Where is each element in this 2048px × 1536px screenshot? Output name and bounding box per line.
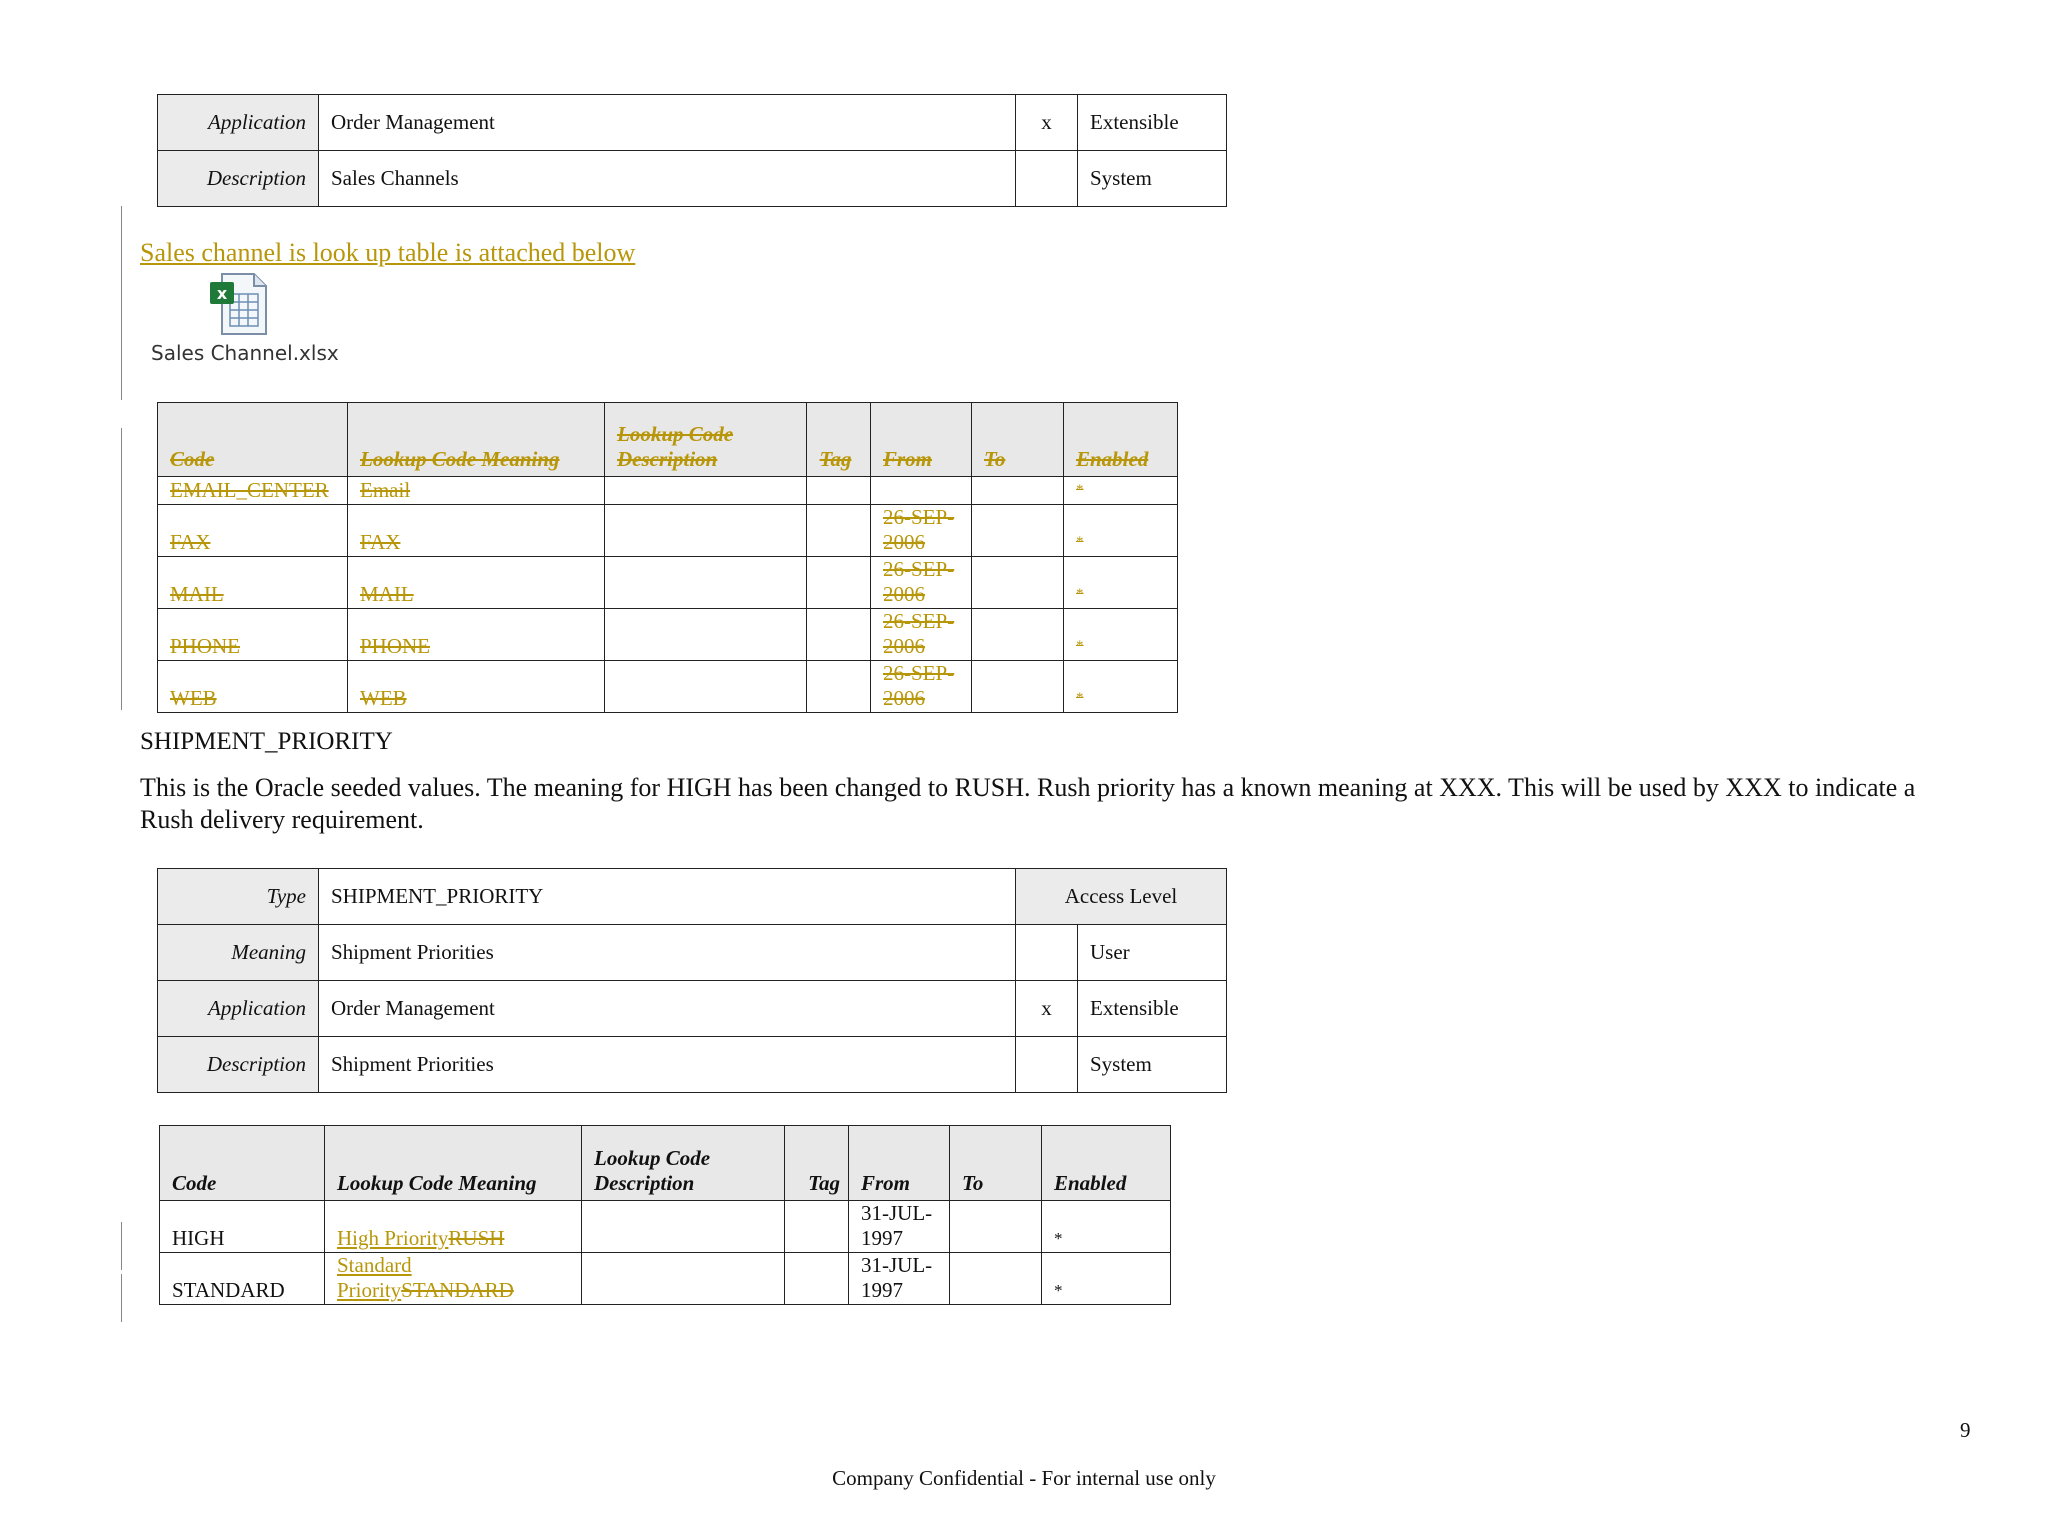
table-row	[158, 661, 1178, 713]
column-header: Lookup Code Description	[605, 403, 807, 477]
access-level: Extensible	[1078, 95, 1227, 151]
table-row	[160, 1201, 1171, 1253]
cell-to	[972, 661, 1064, 713]
cell-meaning: Email	[348, 477, 605, 505]
table-row	[158, 151, 1227, 207]
deleted-text: RUSH	[448, 1226, 505, 1250]
table-row	[158, 505, 1178, 557]
attachment-filename[interactable]: Sales Channel.xlsx	[151, 341, 339, 365]
cell-tag	[785, 1201, 849, 1253]
from-line: 1997	[861, 1278, 903, 1302]
cell-from	[871, 661, 972, 713]
page-number: 9	[1960, 1418, 1971, 1442]
cell-tag	[807, 661, 871, 713]
table-header-row	[160, 1126, 1171, 1201]
cell-enabled: *	[1064, 477, 1178, 505]
table-row	[158, 1037, 1227, 1093]
cell-description	[605, 661, 807, 713]
table-row	[158, 925, 1227, 981]
from-line: 26-SEP-	[883, 661, 955, 685]
from-line: 31-JUL-	[861, 1253, 933, 1277]
cell-enabled: *	[1064, 557, 1178, 609]
from-line: 26-SEP-	[883, 609, 955, 633]
cell-tag	[807, 505, 871, 557]
cell-description	[605, 477, 807, 505]
access-level: System	[1078, 1037, 1227, 1093]
change-bar	[121, 1274, 122, 1322]
cell-from	[871, 477, 972, 505]
column-header: Enabled	[1064, 403, 1178, 477]
cell-to	[972, 477, 1064, 505]
table-header-row	[158, 403, 1178, 477]
cell-enabled: *	[1064, 661, 1178, 713]
table-row	[158, 557, 1178, 609]
cell-code: MAIL	[158, 557, 348, 609]
inserted-text: Priority	[337, 1278, 402, 1302]
from-line: 31-JUL-	[861, 1201, 933, 1225]
shipment-priority-codes-table	[159, 1125, 1171, 1305]
cell-code: WEB	[158, 661, 348, 713]
lookup-header-table	[157, 94, 1227, 207]
from-line: 2006	[883, 582, 925, 606]
cell-description	[605, 505, 807, 557]
row-value: Shipment Priorities	[319, 925, 1016, 981]
deleted-text: STANDARD	[401, 1278, 514, 1302]
row-label: Application	[158, 981, 319, 1037]
cell-description	[605, 557, 807, 609]
cell-description	[582, 1201, 785, 1253]
column-header: From	[871, 403, 972, 477]
cell-code: PHONE	[158, 609, 348, 661]
cell-meaning: PHONE	[348, 609, 605, 661]
column-header: Lookup Code Meaning	[348, 403, 605, 477]
cell-meaning	[325, 1201, 582, 1253]
cell-enabled: *	[1064, 505, 1178, 557]
cell-from	[849, 1201, 950, 1253]
row-value: SHIPMENT_PRIORITY	[319, 869, 1016, 925]
change-bar	[121, 1222, 122, 1270]
cell-meaning: WEB	[348, 661, 605, 713]
cell-description	[605, 609, 807, 661]
footer-text: Company Confidential - For internal use only	[832, 1466, 1216, 1490]
table-row	[158, 95, 1227, 151]
cell-tag	[807, 609, 871, 661]
table-row	[158, 869, 1227, 925]
access-mark: x	[1016, 95, 1078, 151]
cell-from	[871, 609, 972, 661]
cell-to	[950, 1253, 1042, 1305]
cell-to	[972, 557, 1064, 609]
cell-meaning: MAIL	[348, 557, 605, 609]
inserted-text: High Priority	[337, 1226, 449, 1250]
cell-code: HIGH	[160, 1201, 325, 1253]
column-header: Enabled	[1042, 1126, 1171, 1201]
inserted-text: Standard	[337, 1253, 412, 1277]
from-line: 2006	[883, 634, 925, 658]
cell-enabled: *	[1042, 1201, 1171, 1253]
column-header: Code	[160, 1126, 325, 1201]
row-value: Order Management	[319, 95, 1016, 151]
row-label: Description	[158, 1037, 319, 1093]
column-header: Code	[158, 403, 348, 477]
from-line: 26-SEP-	[883, 505, 955, 529]
row-label: Application	[158, 95, 319, 151]
table-row	[158, 477, 1178, 505]
cell-enabled: *	[1064, 609, 1178, 661]
from-line: 2006	[883, 686, 925, 710]
inserted-note: Sales channel is look up table is attached below	[140, 238, 636, 267]
header-line: Lookup Code	[594, 1146, 711, 1170]
column-header: From	[849, 1126, 950, 1201]
cell-from	[871, 505, 972, 557]
from-line: 26-SEP-	[883, 557, 955, 581]
cell-tag	[807, 557, 871, 609]
cell-code: EMAIL_CENTER	[158, 477, 348, 505]
cell-tag	[785, 1253, 849, 1305]
column-header: To	[972, 403, 1064, 477]
row-value: Sales Channels	[319, 151, 1016, 207]
header-line: Description	[594, 1171, 695, 1195]
description-paragraph: This is the Oracle seeded values. The meaning for HIGH has been changed to RUSH. Rush priority has a known meaning at XXX. This will be used by XXX to indicate a Rush delivery requirement.	[140, 773, 1916, 834]
row-value: Order Management	[319, 981, 1016, 1037]
cell-to	[972, 609, 1064, 661]
table-row	[160, 1253, 1171, 1305]
cell-from	[871, 557, 972, 609]
cell-code: STANDARD	[160, 1253, 325, 1305]
cell-to	[950, 1201, 1042, 1253]
svg-text:x: x	[216, 284, 228, 303]
cell-enabled: *	[1042, 1253, 1171, 1305]
cell-tag	[807, 477, 871, 505]
column-header: Lookup Code Meaning	[325, 1126, 582, 1201]
row-label: Meaning	[158, 925, 319, 981]
access-mark: x	[1016, 981, 1078, 1037]
column-header: Tag	[785, 1126, 849, 1201]
change-bar	[121, 428, 122, 710]
table-row	[158, 981, 1227, 1037]
table-row	[158, 609, 1178, 661]
access-level: Extensible	[1078, 981, 1227, 1037]
column-header	[582, 1126, 785, 1201]
column-header: To	[950, 1126, 1042, 1201]
change-bar	[121, 206, 122, 400]
cell-to	[972, 505, 1064, 557]
row-label: Description	[158, 151, 319, 207]
cell-description	[582, 1253, 785, 1305]
from-line: 1997	[861, 1226, 903, 1250]
row-label: Type	[158, 869, 319, 925]
access-level: User	[1078, 925, 1227, 981]
access-mark	[1016, 151, 1078, 207]
column-header: Tag	[807, 403, 871, 477]
row-value: Shipment Priorities	[319, 1037, 1016, 1093]
cell-code: FAX	[158, 505, 348, 557]
access-level-header: Access Level	[1016, 869, 1227, 925]
cell-meaning	[325, 1253, 582, 1305]
section-title: SHIPMENT_PRIORITY	[140, 728, 393, 755]
deleted-lookup-codes-table	[157, 402, 1178, 713]
cell-meaning: FAX	[348, 505, 605, 557]
from-line: 2006	[883, 530, 925, 554]
access-mark	[1016, 925, 1078, 981]
cell-from	[849, 1253, 950, 1305]
shipment-priority-header-table	[157, 868, 1227, 1093]
access-mark	[1016, 1037, 1078, 1093]
excel-file-icon[interactable]	[208, 272, 270, 338]
access-level: System	[1078, 151, 1227, 207]
